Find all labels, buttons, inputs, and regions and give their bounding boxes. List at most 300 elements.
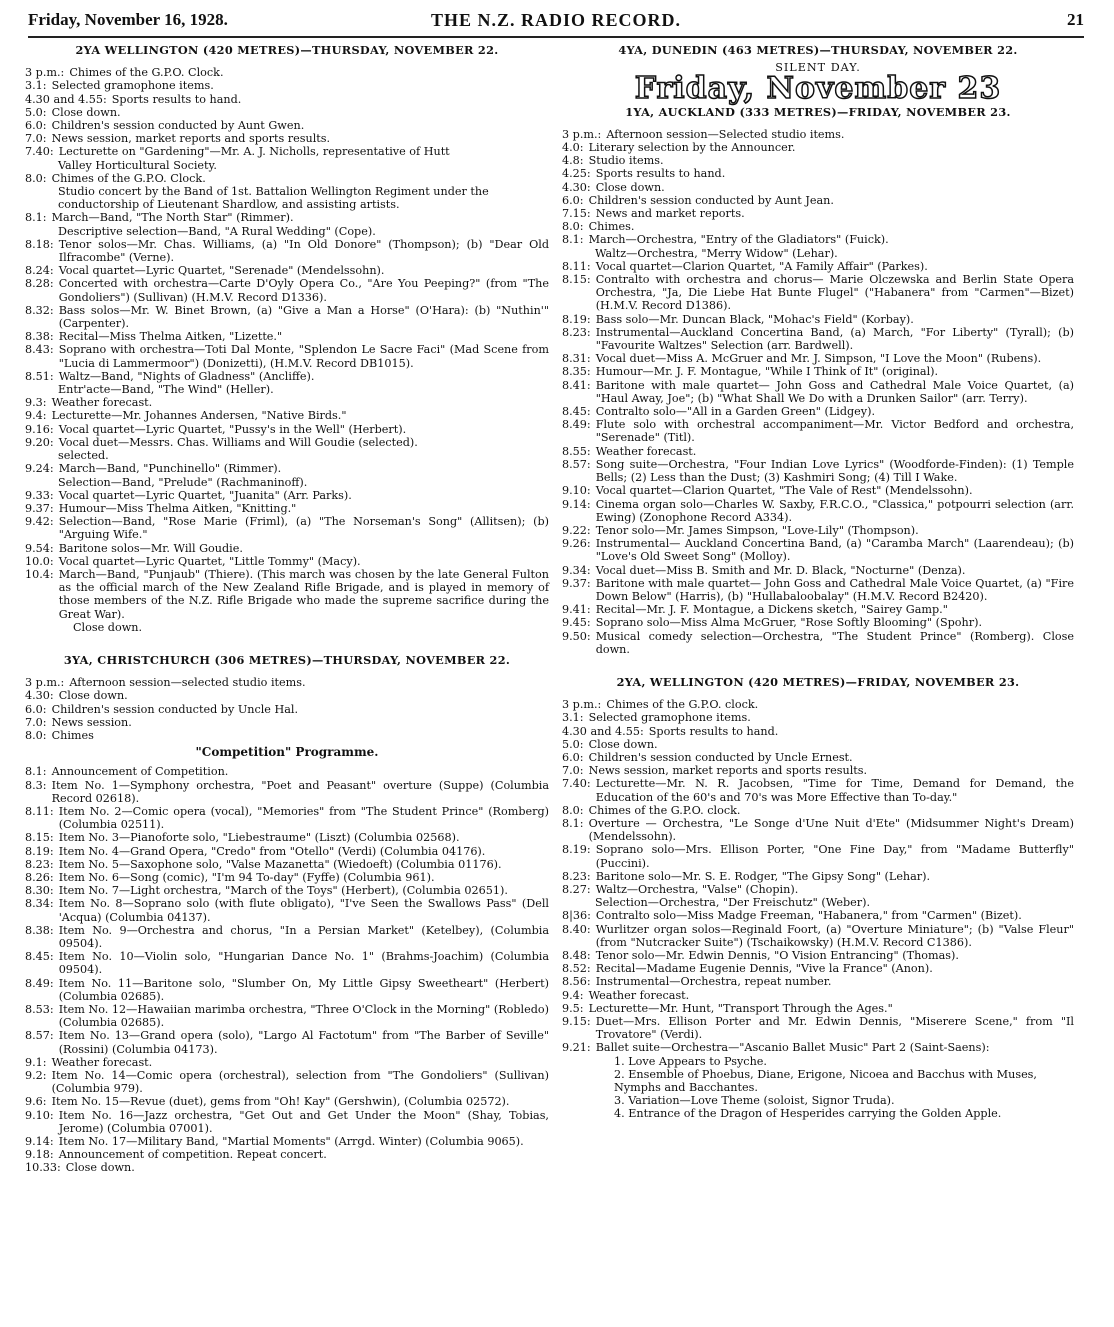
section-title-3ya-thursday: 3YA, CHRISTCHURCH (306 METRES)—THURSDAY, NOVEMBER 22.: [63, 652, 511, 667]
item-text: News and market reports.: [595, 207, 745, 221]
item-time: 10.4:: [25, 567, 54, 581]
item-time: 8.28:: [25, 277, 54, 291]
programme-item: [25, 779, 549, 805]
item-text: Item No. 6—Song (comic), "I'm 94 To-day" (Fyffe) (Columbia 961).: [58, 870, 435, 884]
item-continuation: Selection—Orchestra, "Der Freischutz" (Weber).: [595, 896, 871, 910]
item-time: 8.1:: [25, 211, 47, 225]
programme-item: [25, 277, 549, 303]
programme-item: [25, 409, 549, 422]
item-time: 8.0:: [25, 171, 47, 185]
item-text: Instrumental—Orchestra, repeat number.: [595, 975, 832, 989]
programme-item: [25, 568, 549, 621]
item-text: Sports results to hand.: [648, 724, 779, 738]
item-time: 3.1:: [25, 79, 47, 93]
item-text: Recital—Miss Thelma Aitken, "Lizette.": [58, 330, 283, 344]
programme-item: [562, 128, 1074, 141]
item-text: Tenor solos—Mr. Chas. Williams, (a) "In Old Donore" (Thompson); (b) "Dear Old Ilfracombe" (Verne).: [58, 237, 549, 265]
item-time: 9.15:: [562, 1015, 591, 1029]
item-time: 9.34:: [562, 563, 591, 577]
item-time: 8.19:: [562, 312, 591, 326]
item-text: Vocal duet—Miss A. McGruer and Mr. J. Simpson, "I Love the Moon" (Rubens).: [595, 352, 1042, 366]
item-text: March—Band, "The North Star" (Rimmer).: [51, 211, 294, 225]
programme-item: [562, 1002, 1074, 1015]
item-time: 8.34:: [25, 897, 54, 911]
item-time: 8.19:: [25, 844, 54, 858]
item-time: 10.33:: [25, 1161, 61, 1175]
item-text: Vocal duet—Miss B. Smith and Mr. D. Black, "Nocturne" (Denza).: [595, 563, 966, 577]
item-time: 7.0:: [25, 715, 47, 729]
item-text: Ballet suite—Orchestra—"Ascanio Ballet Music" Part 2 (Saint-Saens):: [595, 1041, 990, 1055]
item-time: 9.10:: [25, 1108, 54, 1122]
item-text: Literary selection by the Announcer.: [588, 141, 796, 155]
item-time: 8.31:: [562, 352, 591, 366]
programme-item: [25, 703, 549, 716]
programme-item: [25, 238, 549, 264]
item-time: 8.41:: [562, 378, 591, 392]
programme-item: [25, 423, 549, 436]
item-time: 8.27:: [562, 882, 591, 896]
item-time: 8.45:: [25, 950, 54, 964]
programme-item: [562, 564, 1074, 577]
programme-item: [562, 725, 1074, 738]
item-time: 8.1:: [562, 816, 584, 830]
section-title-2ya-thursday: 2YA WELLINGTON (420 METRES)—THURSDAY, NOVEMBER 22.: [75, 43, 499, 57]
item-text: Tenor solo—Mr. James Simpson, "Love-Lily" (Thompson).: [595, 523, 919, 537]
item-time: 9.14:: [25, 1135, 54, 1149]
item-time: 8.15:: [25, 831, 54, 845]
programme-item: [25, 462, 549, 475]
item-text: Children's session conducted by Aunt Gwen.: [51, 119, 305, 133]
item-continuation: Waltz—Orchestra, "Merry Widow" (Lehar).: [595, 246, 838, 260]
programme-item: [562, 154, 1074, 167]
programme-item: [25, 676, 549, 689]
programme-item: [562, 923, 1074, 949]
item-text: Recital—Mr. J. F. Montague, a Dickens sketch, "Sairey Gamp.": [595, 603, 948, 617]
item-text: Selected gramophone items.: [51, 79, 214, 93]
item-text: Item No. 1—Symphony orchestra, "Poet and Peasant" overture (Suppe) (Columbia Record 02618).: [51, 778, 549, 805]
programme-1ya-friday: [562, 128, 1074, 656]
programme-item: [562, 764, 1074, 777]
programme-item: [562, 207, 1074, 220]
item-time: 8.23:: [562, 325, 591, 339]
item-time: 9.16:: [25, 422, 54, 436]
item-text: Chimes of the G.P.O. clock.: [588, 803, 741, 817]
programme-item: [25, 66, 549, 79]
programme-item: [25, 132, 549, 145]
item-time: 8.51:: [25, 369, 54, 383]
programme-item: [562, 909, 1074, 922]
item-time: 8.53:: [25, 1003, 54, 1017]
item-text: Wurlitzer organ solos—Reginald Foort, (a) "Overture Miniature"; (b) "Valse Fleur" (from "Nutcracker Suite") (Tschaikowsky) (H.M.V. Record C1386).: [595, 922, 1074, 949]
item-time: 9.18:: [25, 1148, 54, 1162]
programme-item: [25, 172, 549, 185]
item-text: Instrumental—Auckland Concertina Band, (a) March, "For Liberty" (Tyrall); (b) "Favourite Waltzes" Selection (arr. Bardwell).: [595, 325, 1074, 353]
item-time: 8.55:: [562, 444, 591, 458]
item-time: 8.57:: [25, 1029, 54, 1043]
programme-item: [562, 989, 1074, 1002]
item-text: Baritone solo—Mr. S. E. Rodger, "The Gipsy Song" (Lehar).: [595, 869, 931, 883]
item-time: 8.49:: [562, 418, 591, 432]
item-time: 3 p.m.:: [562, 127, 602, 141]
item-time: 4.30 and 4.55:: [562, 724, 644, 738]
programme-item: [25, 264, 549, 277]
programme-item: [562, 167, 1074, 180]
page-number: 21: [1067, 10, 1084, 29]
programme-item: [562, 194, 1074, 207]
item-text: Waltz—Band, "Nights of Gladness" (Ancliffe).: [58, 369, 315, 383]
item-text: Item No. 5—Saxophone solo, "Valse Mazanetta" (Wiedoeft) (Columbia 01176).: [58, 857, 502, 871]
item-time: 4.8:: [562, 154, 584, 168]
competition-heading: "Competition" Programme.: [195, 745, 379, 760]
item-text: Duet—Mrs. Ellison Porter and Mr. Edwin Dennis, "Miserere Scene," from "Il Trovatore" (Verdi).: [595, 1015, 1074, 1042]
item-text: Children's session conducted by Uncle Ernest.: [588, 750, 853, 764]
item-text: Bass solo—Mr. Duncan Black, "Mohac's Field" (Korbay).: [595, 312, 914, 326]
item-text: March—Orchestra, "Entry of the Gladiators" (Fuick).: [588, 233, 889, 247]
programme-3ya-competition: [25, 765, 549, 1174]
item-text: Overture — Orchestra, "Le Songe d'Une Nuit d'Ete" (Midsummer Night's Dream) (Mendelssohn).: [588, 816, 1074, 844]
programme-item: [562, 751, 1074, 764]
item-time: 9.24:: [25, 462, 54, 476]
item-time: 8.52:: [562, 962, 591, 976]
programme-item: [562, 537, 1074, 563]
programme-item: [562, 817, 1074, 843]
item-time: 8.57:: [562, 457, 591, 471]
section-title-1ya-friday: 1YA, AUCKLAND (333 METRES)—FRIDAY, NOVEMBER 23.: [625, 104, 1011, 119]
item-text: Cinema organ solo—Charles W. Saxby, F.R.C.O., "Classica," potpourri selection (arr. Ewing) (Zonophone Record A334).: [595, 497, 1074, 524]
item-text: Tenor solo—Mr. Edwin Dennis, "O Vision Entrancing" (Thomas).: [595, 949, 959, 962]
item-time: 6.0:: [25, 702, 47, 716]
programme-item: [562, 484, 1074, 497]
item-time: 9.1:: [25, 1055, 47, 1069]
item-time: 8.23:: [562, 869, 591, 883]
programme-item: [562, 616, 1074, 629]
item-time: 7.15:: [562, 207, 591, 221]
item-text: Lecturette—Mr. Hunt, "Transport Through the Ages.": [588, 1001, 893, 1015]
left-column: [25, 44, 549, 1175]
item-text: Soprano solo—Miss Alma McGruer, "Rose Softly Blooming" (Spohr).: [595, 616, 983, 630]
header-date: Friday, November 16, 1928.: [28, 10, 228, 29]
programme-item: [562, 273, 1074, 313]
programme-item: [25, 1069, 549, 1095]
item-text: Afternoon session—selected studio items.: [69, 676, 306, 690]
item-text: News session, market reports and sports results.: [588, 764, 868, 778]
programme-item: [25, 93, 549, 106]
item-time: 9.20:: [25, 435, 54, 449]
item-text: Soprano with orchestra—Toti Dal Monte, "Splendon Le Sacre Faci" (Mad Scene from "Lucia di Lammermoor") (Donizetti), (H.M.V. Record DB1015).: [58, 343, 549, 370]
programme-item: [25, 489, 549, 502]
programme-item: [562, 498, 1074, 524]
item-text: Afternoon session—Selected studio items.: [606, 127, 845, 141]
item-text: Studio items.: [588, 154, 664, 168]
item-text: Close down.: [588, 737, 658, 751]
programme-item: [562, 524, 1074, 537]
programme-item: [562, 405, 1074, 418]
item-time: 9.45:: [562, 616, 591, 630]
programme-item: [25, 1109, 549, 1135]
item-time: 8.26:: [25, 870, 54, 884]
programme-item: [562, 233, 1074, 246]
programme-item: [25, 897, 549, 923]
programme-item: [562, 418, 1074, 444]
programme-item: [25, 1148, 549, 1161]
item-text: Weather forecast.: [595, 444, 697, 458]
programme-item: [25, 858, 549, 871]
programme-item: [25, 304, 549, 330]
programme-item: [562, 141, 1074, 154]
item-text: Close down.: [65, 1161, 135, 1175]
item-text: Close down.: [51, 105, 121, 119]
item-text: Chimes.: [588, 220, 635, 234]
item-time: 8.23:: [25, 857, 54, 871]
item-text: Soprano solo—Mrs. Ellison Porter, "One Fine Day," from "Madame Butterfly" (Puccini).: [595, 843, 1074, 870]
programme-item: [25, 1095, 549, 1108]
item-time: 8.38:: [25, 923, 54, 937]
item-time: 5.0:: [25, 105, 47, 119]
item-time: 9.10:: [562, 484, 591, 498]
programme-item: [25, 79, 549, 92]
programme-item: [25, 1003, 549, 1029]
item-time: 9.14:: [562, 497, 591, 511]
item-text: Bass solos—Mr. W. Binet Brown, (a) "Give a Man a Horse" (O'Hara): (b) "Nuthin'" (Carpenter).: [58, 303, 549, 331]
programme-item: [25, 502, 549, 515]
section-title-4ya-thursday: 4YA, DUNEDIN (463 METRES)—THURSDAY, NOVEMBER 22.: [618, 43, 1018, 57]
item-time: 8.43:: [25, 343, 54, 357]
item-time: 8.15:: [562, 273, 591, 287]
programme-item: [562, 870, 1074, 883]
item-time: 4.30:: [562, 180, 591, 194]
item-time: 9.4:: [562, 988, 584, 1002]
item-time: 9.2:: [25, 1069, 47, 1083]
programme-item: [25, 145, 549, 158]
item-time: 8.48:: [562, 949, 591, 962]
item-text: March—Band, "Punchinello" (Rimmer).: [58, 462, 282, 476]
item-text: Item No. 9—Orchestra and chorus, "In a Persian Market" (Ketelbey), (Columbia 09504).: [58, 923, 549, 950]
programme-item: [562, 365, 1074, 378]
item-text: Item No. 4—Grand Opera, "Credo" from "Otello" (Verdi) (Columbia 04176).: [58, 844, 486, 858]
item-time: 7.0:: [562, 764, 584, 778]
programme-2ya-thursday: [25, 66, 549, 634]
programme-item: [25, 1029, 549, 1055]
suite-movement: 1. Love Appears to Psyche.: [614, 1054, 767, 1068]
item-text: Item No. 14—Comic opera (orchestral), selection from "The Gondoliers" (Sullivan) (Columbia 979).: [51, 1069, 549, 1096]
programme-item: [25, 729, 549, 742]
item-time: 8.49:: [25, 976, 54, 990]
item-text: Lecturette on "Gardening"—Mr. A. J. Nicholls, representative of Hutt: [58, 145, 450, 159]
programme-item: [25, 396, 549, 409]
item-continuation: Selection—Band, "Prelude" (Rachmaninoff).: [58, 475, 308, 489]
item-text: Recital—Madame Eugenie Dennis, "Vive la France" (Anon).: [595, 962, 933, 976]
close-down-note: Close down.: [73, 620, 143, 634]
item-text: Item No. 2—Comic opera (vocal), "Memories" from "The Student Prince" (Romberg) (Columbia 02511).: [58, 804, 549, 832]
programme-item: [562, 1015, 1074, 1041]
item-text: Contralto solo—"All in a Garden Green" (Lidgey).: [595, 405, 876, 419]
programme-item: [562, 698, 1074, 711]
item-text: Vocal quartet—Clarion Quartet, "The Vale of Rest" (Mendelssohn).: [595, 484, 973, 498]
item-time: 3 p.m.:: [25, 66, 65, 80]
programme-item: [562, 220, 1074, 233]
item-time: 8.35:: [562, 365, 591, 379]
programme-item: [25, 555, 549, 568]
item-time: 7.0:: [25, 132, 47, 146]
programme-item: [25, 716, 549, 729]
programme-item: [25, 542, 549, 555]
item-time: 8|36:: [562, 909, 591, 923]
item-time: 5.0:: [562, 737, 584, 751]
programme-item: [562, 883, 1074, 896]
programme-2ya-friday: [562, 698, 1074, 1121]
suite-movement: 2. Ensemble of Phoebus, Diane, Erigone, Nicoea and Bacchus with Muses, Nymphs and Bacchantes.: [614, 1067, 1037, 1095]
item-text: Concerted with orchestra—Carte D'Oyly Opera Co., "Are You Peeping?" (from "The Gondoliers") (Sullivan) (H.M.V. Record D1336).: [58, 277, 549, 304]
item-text: Humour—Mr. J. F. Montague, "While I Think of It" (original).: [595, 365, 939, 379]
item-text: News session.: [51, 715, 132, 729]
item-text: Weather forecast.: [51, 396, 153, 410]
item-time: 8.0:: [562, 220, 584, 234]
programme-item: [562, 738, 1074, 751]
programme-item: [25, 1056, 549, 1069]
item-continuation: Valley Horticultural Society.: [58, 158, 217, 172]
item-text: March—Band, "Punjaub" (Thiere). (This march was chosen by the late General Fulton as the official march of the New Zealand Rifle Brigade, and is played in memory of those members of the N.Z. Rifle Brigade who made the supreme sacrifice during the Great War).: [58, 567, 549, 621]
item-time: 9.37:: [562, 576, 591, 590]
item-text: Item No. 16—Jazz orchestra, "Get Out and Get Under the Moon" (Shay, Tobias, Jerome) (Columbia 07001).: [58, 1108, 549, 1135]
item-time: 6.0:: [562, 193, 584, 207]
item-text: Item No. 11—Baritone solo, "Slumber On, My Little Gipsy Sweetheart" (Herbert) (Columbia 02685).: [58, 976, 549, 1003]
programme-item: [25, 805, 549, 831]
item-text: Item No. 8—Soprano solo (with flute obligato), "I've Seen the Swallows Pass" (Dell 'Acqua) (Columbia 04137).: [58, 897, 549, 924]
programme-item: [25, 515, 549, 541]
item-time: 9.42:: [25, 515, 54, 529]
item-time: 4.25:: [562, 167, 591, 181]
item-time: 9.37:: [25, 501, 54, 515]
item-text: Vocal quartet—Lyric Quartet, "Serenade" (Mendelssohn).: [58, 264, 385, 278]
item-text: Announcement of competition. Repeat concert.: [58, 1148, 327, 1162]
programme-item: [25, 370, 549, 383]
programme-item: [562, 777, 1074, 803]
programme-item: [562, 577, 1074, 603]
programme-item: [25, 1135, 549, 1148]
programme-item: [25, 871, 549, 884]
item-time: 8.18:: [25, 237, 54, 251]
item-text: Chimes of the G.P.O. clock.: [606, 698, 759, 712]
item-time: 9.41:: [562, 603, 591, 617]
item-time: 9.54:: [25, 541, 54, 555]
item-time: 6.0:: [25, 119, 47, 133]
programme-item: [562, 458, 1074, 484]
item-text: Waltz—Orchestra, "Valse" (Chopin).: [595, 882, 799, 896]
item-time: 8.30:: [25, 884, 54, 898]
item-text: Vocal quartet—Lyric Quartet, "Little Tommy" (Macy).: [58, 554, 361, 568]
item-text: Contralto with orchestra and chorus— Marie Olczewska and Berlin State Opera Orchestra, "Ja, Die Liebe Hat Bunte Flugel" ("Habanera" from "Carmen"—Bizet) (H.M.V. Record D1386).: [595, 273, 1074, 313]
programme-item: [562, 603, 1074, 616]
programme-item: [562, 630, 1074, 656]
programme-item: [25, 1161, 549, 1174]
item-time: 6.0:: [562, 750, 584, 764]
item-time: 8.56:: [562, 975, 591, 989]
programme-item: [25, 343, 549, 369]
programme-item: [562, 445, 1074, 458]
item-text: Sports results to hand.: [595, 167, 726, 181]
programme-item: [25, 884, 549, 897]
programme-item: [25, 950, 549, 976]
item-text: Lecturette—Mr. Johannes Andersen, "Native Birds.": [51, 409, 347, 423]
item-time: 9.21:: [562, 1041, 591, 1055]
programme-item: [562, 181, 1074, 194]
item-text: Children's session conducted by Uncle Hal.: [51, 702, 299, 716]
item-time: 4.0:: [562, 141, 584, 155]
item-time: 9.26:: [562, 537, 591, 551]
item-text: Chimes: [51, 728, 94, 742]
item-text: Close down.: [595, 180, 665, 194]
item-text: Baritone with male quartet— John Goss and Cathedral Male Voice Quartet, (a) "Haul Away, Joe"; (b) "What Shall We Do with a Drunken Sailor" (arr. Terry).: [595, 378, 1074, 405]
programme-item: [562, 711, 1074, 724]
item-time: 8.19:: [562, 843, 591, 857]
item-time: 8.45:: [562, 405, 591, 419]
item-time: 9.22:: [562, 523, 591, 537]
item-time: 3 p.m.:: [25, 676, 65, 690]
item-text: Announcement of Competition.: [51, 765, 229, 779]
item-text: Item No. 10—Violin solo, "Hungarian Dance No. 1" (Brahms-Joachim) (Columbia 09504).: [58, 950, 549, 977]
item-text: Chimes of the G.P.O. Clock.: [51, 171, 206, 185]
item-time: 8.11:: [25, 804, 54, 818]
item-text: Selected gramophone items.: [588, 711, 751, 725]
item-time: 3 p.m.:: [562, 698, 602, 712]
item-text: Instrumental— Auckland Concertina Band, (a) "Caramba March" (Laarendeau); (b) "Love's Old Sweet Song" (Molloy).: [595, 537, 1074, 564]
item-text: Sports results to hand.: [111, 92, 242, 106]
right-column: [562, 44, 1074, 1121]
item-text: Flute solo with orchestral accompaniment—Mr. Victor Bedford and orchestra, "Serenade" (Titl).: [595, 418, 1074, 445]
item-text: Weather forecast.: [588, 988, 690, 1002]
programme-item: [562, 843, 1074, 869]
programme-item: [25, 765, 549, 778]
item-time: 8.0:: [25, 728, 47, 742]
item-time: 9.50:: [562, 629, 591, 643]
item-time: 8.1:: [25, 765, 47, 779]
item-time: 8.1:: [562, 233, 584, 247]
item-time: 8.0:: [562, 803, 584, 817]
programme-item: [25, 330, 549, 343]
item-text: Baritone with male quartet— John Goss and Cathedral Male Voice Quartet, (a) "Fire Down Below" (Harris), (b) "Hullabaloobalay" (H.M.V. Record B2420).: [595, 576, 1074, 603]
item-time: 3.1:: [562, 711, 584, 725]
programme-item: [25, 436, 549, 449]
page-header: [28, 8, 1084, 38]
programme-item: [25, 924, 549, 950]
item-time: 8.3:: [25, 778, 47, 792]
item-text: Vocal duet—Messrs. Chas. Williams and Will Goudie (selected).: [58, 435, 418, 449]
item-time: 9.3:: [25, 396, 47, 410]
item-text: Weather forecast.: [51, 1055, 153, 1069]
item-text: Item No. 13—Grand opera (solo), "Largo Al Factotum" from "The Barber of Seville" (Rossini) (Columbia 04173).: [58, 1029, 549, 1056]
programme-item: [25, 977, 549, 1003]
section-title-2ya-friday: 2YA, WELLINGTON (420 METRES)—FRIDAY, NOVEMBER 23.: [616, 674, 1020, 689]
item-time: 8.24:: [25, 264, 54, 278]
item-time: 4.30 and 4.55:: [25, 92, 107, 106]
programme-item: [25, 831, 549, 844]
item-text: Song suite—Orchestra, "Four Indian Love Lyrics" (Woodforde-Finden): (1) Temple Bells; (2) Less than the Dust; (3) Kashmiri Song; (4) Till I Wake.: [595, 457, 1074, 485]
programme-item: [562, 326, 1074, 352]
programme-item: [562, 313, 1074, 326]
item-time: 8.38:: [25, 330, 54, 344]
item-text: Lecturette—Mr. N. R. Jacobsen, "Time for Time, Demand for Demand, the Education of the 60's and 70's was More Effective than To-day.": [595, 777, 1074, 804]
suite-movement: 4. Entrance of the Dragon of Hesperides carrying the Golden Apple.: [614, 1107, 1002, 1121]
item-time: 4.30:: [25, 689, 54, 703]
programme-3ya-part1: [25, 676, 549, 742]
programme-item: [562, 352, 1074, 365]
item-time: 9.4:: [25, 409, 47, 423]
programme-item: [562, 949, 1074, 962]
programme-item: [562, 260, 1074, 273]
item-text: Item No. 3—Pianoforte solo, "Liebestraume" (Liszt) (Columbia 02568).: [58, 831, 460, 845]
programme-item: [25, 119, 549, 132]
item-text: Humour—Miss Thelma Aitken, "Knitting.": [58, 501, 297, 515]
